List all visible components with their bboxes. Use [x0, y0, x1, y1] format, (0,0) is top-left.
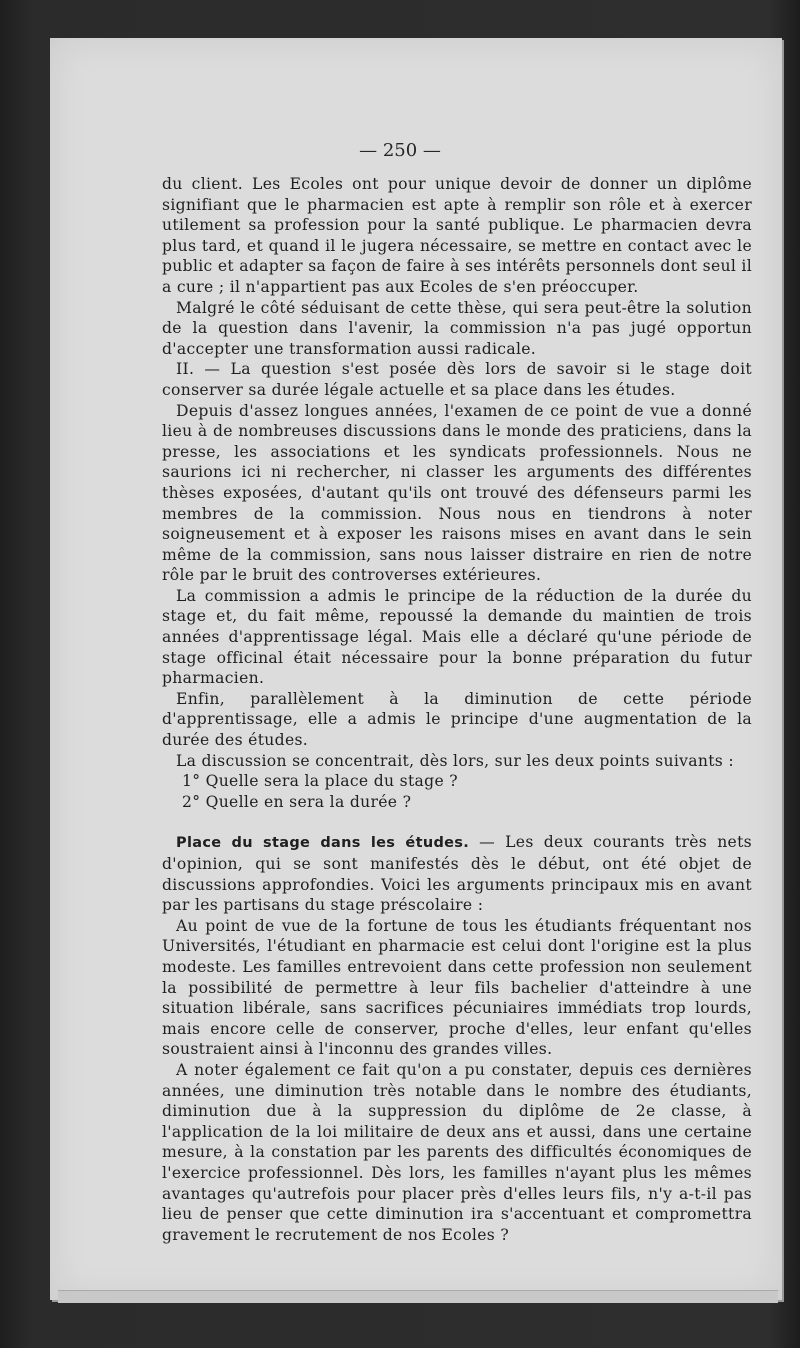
- paragraph: A noter également ce fait qu'on a pu constater, depuis ces dernières années, une diminution très notable dans le nombre des étudiants, diminution due à la suppression du diplôme de 2e classe, à l'application de la loi militaire de deux ans et aussi, dans une certaine mesure, à la constation par les parents des difficultés économiques de l'exercice professionnel. Dès lors, les familles n'ayant plus les mêmes avantages qu'autrefois pour placer près d'elles leurs fils, n'y a-t-il pas lieu de penser que cette diminution ira s'accentuant et compromettra gravement le recrutement de nos Ecoles ?: [162, 1060, 752, 1244]
- page-number: — 250 —: [359, 140, 441, 161]
- section-paragraph: [162, 832, 752, 915]
- paragraph: Depuis d'assez longues années, l'examen de ce point de vue a donné lieu à de nombreuses discussions dans le monde des praticiens, dans la presse, les associations et les syndicats professionnels. Nous ne saurions ici ni rechercher, ni classer les arguments des différentes thèses exposées, d'autant qu'ils ont trouvé des défenseurs parmi les membres de la commission. Nous nous en tiendrons à noter soigneusement et à exposer les raisons mises en avant dans le sein même de la commission, sans nous laisser distraire en rien de notre rôle par le bruit des controverses extérieures.: [162, 401, 752, 585]
- paragraph: du client. Les Ecoles ont pour unique devoir de donner un diplôme signifiant que le pharmacien est apte à remplir son rôle et à exercer utilement sa profession pour la santé publique. Le pharmacien devra plus tard, et quand il le jugera nécessaire, se mettre en contact avec le public et adapter sa façon de faire à ses intérêts personnels dont seul il a cure ; il n'appartient pas aux Ecoles de s'en préoccuper.: [162, 175, 753, 296]
- paragraph: La discussion se concentrait, dès lors, sur les deux points suivants :: [176, 751, 734, 770]
- section-heading: Place du stage dans les études.: [176, 835, 470, 852]
- list-item: 2° Quelle en sera la durée ?: [182, 792, 412, 811]
- paragraph: Au point de vue de la fortune de tous les étudiants fréquentant nos Universités, l'étudiant en pharmacie est celui dont l'origine est la plus modeste. Les familles entrevoient dans cette profession non seulement la possibilité de permettre à leur fils bachelier d'atteindre à une situation libérale, sans sacrifices pécuniaires immédiats trop lourds, mais encore celle de conserver, proche d'elles, leur enfant qu'elles soustraient ainsi à l'inconnu des grandes villes.: [162, 916, 752, 1059]
- paper-edge: [58, 1290, 778, 1303]
- paragraph: La commission a admis le principe de la réduction de la durée du stage et, du fait même, repoussé la demande du maintien de trois années d'apprentissage légal. Mais elle a déclaré qu'une période de stage officinal était nécessaire pour la bonne préparation du futur pharmacien.: [162, 586, 752, 688]
- list-item: 1° Quelle sera la place du stage ?: [182, 772, 458, 791]
- section-text: — Les deux courants très nets d'opinion, qui se sont manifestés dès le début, ont été objet de discussions approfondies. Voici les arguments principaux mis en avant par les partisans du stage préscolaire :: [162, 833, 752, 915]
- paragraph: Enfin, parallèlement à la diminution de cette période d'apprentissage, elle a admis le principe d'une augmentation de la durée des études.: [162, 689, 752, 750]
- paragraph: II. — La question s'est posée dès lors de savoir si le stage doit conserver sa durée légale actuelle et sa place dans les études.: [162, 360, 752, 399]
- body-text: [162, 174, 752, 1245]
- paragraph: Malgré le côté séduisant de cette thèse, qui sera peut-être la solution de la question dans l'avenir, la commission n'a pas jugé opportun d'accepter une transformation aussi radicale.: [162, 298, 752, 358]
